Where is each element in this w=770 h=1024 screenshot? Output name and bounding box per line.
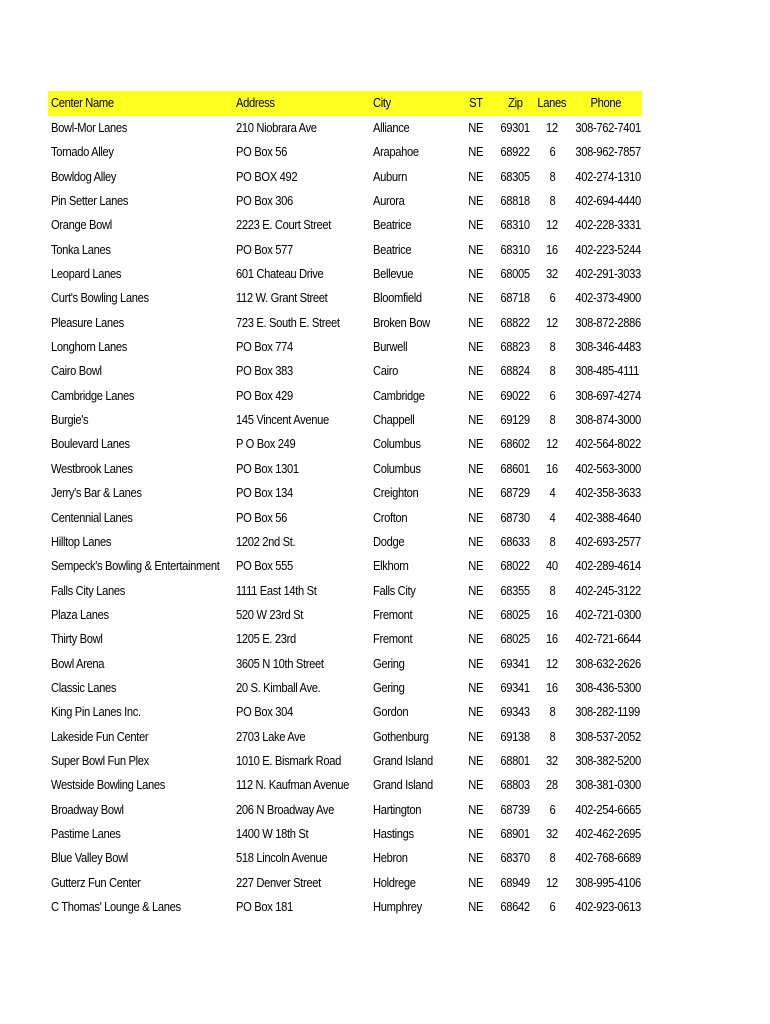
cell-lanes: 12 (546, 874, 558, 890)
cell-city: Gordon (373, 704, 409, 720)
cell-st: NE (468, 436, 484, 452)
cell-address: PO Box 383 (236, 363, 293, 379)
cell-phone: 402-254-6665 (575, 801, 641, 817)
cell-st: NE (468, 241, 484, 257)
cell-address: 112 W. Grant Street (236, 290, 328, 306)
cell-center-name: Jerry's Bar & Lanes (51, 485, 142, 501)
header-phone: Phone (590, 95, 622, 110)
cell-phone: 402-373-4900 (575, 290, 641, 306)
cell-lanes: 12 (546, 314, 558, 330)
cell-address: 1205 E. 23rd (236, 631, 296, 647)
cell-address: 3605 N 10th Street (236, 655, 324, 671)
cell-city: Beatrice (373, 241, 412, 257)
cell-city: Humphrey (373, 899, 422, 914)
table-row (48, 238, 642, 262)
cell-center-name: Pleasure Lanes (51, 314, 124, 330)
cell-address: 2223 E. Court Street (236, 217, 332, 233)
cell-address: 2703 Lake Ave (236, 728, 306, 744)
cell-address: 227 Denver Street (236, 874, 321, 890)
cell-zip: 68025 (500, 606, 530, 622)
cell-st: NE (468, 704, 484, 720)
cell-st: NE (468, 266, 484, 282)
cell-st: NE (468, 509, 484, 525)
cell-center-name: Broadway Bowl (51, 801, 124, 817)
cell-phone: 308-697-4274 (575, 387, 641, 403)
cell-center-name: Leopard Lanes (51, 266, 122, 282)
table-row (48, 359, 642, 383)
table-row (48, 311, 642, 335)
table-row (48, 603, 642, 627)
cell-city: Holdrege (373, 874, 416, 890)
cell-zip: 69343 (500, 704, 530, 720)
cell-lanes: 12 (546, 217, 558, 233)
cell-address: PO Box 774 (236, 339, 293, 355)
table-row (48, 554, 642, 578)
cell-city: Elkhorn (373, 558, 409, 574)
cell-city: Columbus (373, 436, 421, 452)
cell-st: NE (468, 387, 484, 403)
cell-lanes: 12 (546, 436, 558, 452)
cell-zip: 69301 (500, 120, 530, 135)
cell-lanes: 8 (549, 533, 555, 549)
cell-zip: 68601 (500, 460, 530, 476)
cell-zip: 68633 (500, 533, 530, 549)
cell-st: NE (468, 679, 484, 695)
cell-phone: 402-289-4614 (575, 558, 641, 574)
cell-center-name: Orange Bowl (51, 217, 112, 233)
cell-address: 1111 East 14th St (236, 582, 317, 598)
cell-zip: 69341 (500, 655, 530, 671)
cell-lanes: 32 (546, 752, 558, 768)
cell-zip: 68949 (500, 874, 530, 890)
cell-phone: 402-245-3122 (575, 582, 641, 598)
cell-lanes: 8 (549, 704, 555, 720)
cell-st: NE (468, 899, 484, 914)
cell-phone: 402-721-6644 (575, 631, 641, 647)
cell-phone: 308-872-2886 (575, 314, 641, 330)
cell-lanes: 8 (549, 582, 555, 598)
table-row (48, 579, 642, 603)
cell-lanes: 8 (549, 363, 555, 379)
table-body (48, 116, 642, 919)
cell-city: Cambridge (373, 387, 425, 403)
cell-lanes: 6 (549, 387, 555, 403)
cell-st: NE (468, 631, 484, 647)
cell-city: Fremont (373, 631, 413, 647)
cell-st: NE (468, 290, 484, 306)
cell-phone: 402-563-3000 (575, 460, 641, 476)
cell-st: NE (468, 825, 484, 841)
cell-lanes: 4 (549, 509, 555, 525)
cell-phone: 308-436-5300 (575, 679, 641, 695)
cell-zip: 68310 (500, 217, 530, 233)
table-row (48, 408, 642, 432)
cell-city: Cairo (373, 363, 399, 379)
cell-city: Auburn (373, 168, 407, 184)
table-row (48, 432, 642, 456)
cell-lanes: 16 (546, 631, 558, 647)
cell-center-name: Cairo Bowl (51, 363, 102, 379)
cell-city: Dodge (373, 533, 405, 549)
cell-city: Burwell (373, 339, 408, 355)
cell-st: NE (468, 533, 484, 549)
cell-zip: 69138 (500, 728, 530, 744)
cell-zip: 68370 (500, 850, 530, 866)
table-row (48, 286, 642, 310)
cell-city: Gering (373, 655, 405, 671)
cell-zip: 68803 (500, 777, 530, 793)
cell-zip: 68822 (500, 314, 530, 330)
cell-st: NE (468, 412, 484, 428)
cell-address: 20 S. Kimball Ave. (236, 679, 321, 695)
cell-lanes: 32 (546, 825, 558, 841)
cell-city: Aurora (373, 193, 405, 209)
cell-city: Hastings (373, 825, 414, 841)
cell-zip: 68005 (500, 266, 530, 282)
cell-center-name: Bowl-Mor Lanes (51, 120, 127, 135)
cell-st: NE (468, 801, 484, 817)
cell-address: PO Box 429 (236, 387, 293, 403)
cell-lanes: 16 (546, 606, 558, 622)
table-row (48, 627, 642, 651)
cell-city: Gothenburg (373, 728, 429, 744)
cell-address: PO Box 577 (236, 241, 293, 257)
header-st: ST (469, 95, 483, 110)
cell-city: Grand Island (373, 752, 433, 768)
cell-phone: 402-228-3331 (575, 217, 641, 233)
cell-st: NE (468, 777, 484, 793)
cell-address: PO Box 56 (236, 509, 287, 525)
table-row (48, 213, 642, 237)
cell-phone: 308-995-4106 (575, 874, 641, 890)
cell-lanes: 8 (549, 412, 555, 428)
table-row (48, 871, 642, 895)
cell-phone: 402-358-3633 (575, 485, 641, 501)
cell-phone: 402-694-4440 (575, 193, 641, 209)
table-row (48, 798, 642, 822)
cell-address: PO BOX 492 (236, 168, 298, 184)
cell-lanes: 6 (549, 144, 555, 160)
cell-address: 112 N. Kaufman Avenue (236, 777, 349, 793)
cell-city: Bellevue (373, 266, 414, 282)
cell-zip: 68801 (500, 752, 530, 768)
cell-center-name: Pastime Lanes (51, 825, 121, 841)
cell-center-name: Boulevard Lanes (51, 436, 130, 452)
cell-zip: 69341 (500, 679, 530, 695)
cell-phone: 308-282-1199 (575, 704, 640, 720)
cell-st: NE (468, 363, 484, 379)
cell-center-name: Westside Bowling Lanes (51, 777, 166, 793)
cell-st: NE (468, 339, 484, 355)
cell-lanes: 6 (549, 290, 555, 306)
table-row (48, 335, 642, 359)
cell-phone: 402-923-0613 (575, 899, 641, 914)
table-row (48, 189, 642, 213)
cell-lanes: 32 (546, 266, 558, 282)
cell-center-name: C Thomas' Lounge & Lanes (51, 899, 181, 914)
cell-city: Alliance (373, 120, 410, 135)
cell-address: 1202 2nd St. (236, 533, 296, 549)
cell-phone: 402-291-3033 (575, 266, 641, 282)
cell-city: Fremont (373, 606, 413, 622)
cell-city: Hebron (373, 850, 408, 866)
cell-zip: 68901 (500, 825, 530, 841)
cell-phone: 402-693-2577 (575, 533, 641, 549)
cell-address: PO Box 181 (236, 899, 293, 914)
table-row (48, 457, 642, 481)
cell-center-name: Falls City Lanes (51, 582, 126, 598)
cell-address: 206 N Broadway Ave (236, 801, 335, 817)
cell-city: Crofton (373, 509, 408, 525)
cell-center-name: Tonka Lanes (51, 241, 111, 257)
cell-st: NE (468, 558, 484, 574)
cell-address: 601 Chateau Drive (236, 266, 324, 282)
header-city: City (373, 95, 391, 110)
cell-center-name: King Pin Lanes Inc. (51, 704, 141, 720)
cell-address: 1010 E. Bismark Road (236, 752, 341, 768)
cell-address: P O Box 249 (236, 436, 296, 452)
cell-city: Hartington (373, 801, 422, 817)
bowling-centers-table (48, 91, 642, 919)
table-row (48, 262, 642, 286)
cell-zip: 68310 (500, 241, 530, 257)
table-row (48, 481, 642, 505)
cell-lanes: 12 (546, 655, 558, 671)
cell-phone: 308-962-7857 (575, 144, 641, 160)
cell-phone: 402-274-1310 (575, 168, 641, 184)
header-address: Address (236, 95, 275, 110)
table-row (48, 140, 642, 164)
cell-st: NE (468, 582, 484, 598)
cell-lanes: 28 (546, 777, 558, 793)
table-row (48, 530, 642, 554)
cell-phone: 402-462-2695 (575, 825, 641, 841)
cell-lanes: 16 (546, 241, 558, 257)
cell-address: PO Box 56 (236, 144, 287, 160)
cell-zip: 68355 (500, 582, 530, 598)
cell-center-name: Super Bowl Fun Plex (51, 752, 149, 768)
cell-st: NE (468, 874, 484, 890)
table-row (48, 846, 642, 870)
cell-lanes: 8 (549, 168, 555, 184)
cell-city: Beatrice (373, 217, 412, 233)
cell-st: NE (468, 193, 484, 209)
cell-city: Creighton (373, 485, 419, 501)
cell-center-name: Centennial Lanes (51, 509, 133, 525)
cell-phone: 402-721-0300 (575, 606, 641, 622)
cell-address: 723 E. South E. Street (236, 314, 340, 330)
cell-center-name: Blue Valley Bowl (51, 850, 128, 866)
cell-phone: 308-537-2052 (575, 728, 641, 744)
cell-phone: 308-381-0300 (575, 777, 641, 793)
cell-zip: 68642 (500, 899, 530, 914)
cell-center-name: Thirty Bowl (51, 631, 103, 647)
cell-city: Arapahoe (373, 144, 419, 160)
table-row (48, 822, 642, 846)
cell-st: NE (468, 728, 484, 744)
cell-center-name: Longhorn Lanes (51, 339, 128, 355)
cell-center-name: Plaza Lanes (51, 606, 109, 622)
cell-address: 210 Niobrara Ave (236, 120, 317, 135)
cell-phone: 308-485-4111 (575, 363, 640, 379)
cell-lanes: 16 (546, 460, 558, 476)
cell-zip: 68730 (500, 509, 530, 525)
cell-center-name: Curt's Bowling Lanes (51, 290, 149, 306)
cell-lanes: 12 (546, 120, 558, 135)
cell-st: NE (468, 217, 484, 233)
table-row (48, 895, 642, 919)
cell-st: NE (468, 655, 484, 671)
cell-city: Columbus (373, 460, 421, 476)
cell-city: Grand Island (373, 777, 433, 793)
cell-center-name: Bowldog Alley (51, 168, 117, 184)
cell-zip: 68022 (500, 558, 530, 574)
cell-center-name: Sempeck's Bowling & Entertainment (51, 558, 220, 574)
cell-zip: 68824 (500, 363, 530, 379)
table-row (48, 116, 642, 140)
cell-address: PO Box 134 (236, 485, 293, 501)
cell-lanes: 8 (549, 850, 555, 866)
cell-address: PO Box 555 (236, 558, 293, 574)
header-lanes: Lanes (537, 95, 567, 110)
cell-zip: 68823 (500, 339, 530, 355)
cell-center-name: Classic Lanes (51, 679, 117, 695)
cell-phone: 308-632-2626 (575, 655, 641, 671)
cell-st: NE (468, 120, 484, 135)
cell-address: PO Box 304 (236, 704, 293, 720)
cell-zip: 69129 (500, 412, 530, 428)
cell-phone: 308-382-5200 (575, 752, 641, 768)
cell-center-name: Pin Setter Lanes (51, 193, 129, 209)
cell-phone: 308-346-4483 (575, 339, 641, 355)
cell-center-name: Cambridge Lanes (51, 387, 135, 403)
cell-lanes: 8 (549, 728, 555, 744)
cell-st: NE (468, 606, 484, 622)
table-row (48, 773, 642, 797)
cell-phone: 402-223-5244 (575, 241, 641, 257)
cell-center-name: Burgie's (51, 412, 89, 428)
cell-zip: 68922 (500, 144, 530, 160)
cell-lanes: 6 (549, 899, 555, 914)
cell-city: Bloomfield (373, 290, 422, 306)
cell-lanes: 6 (549, 801, 555, 817)
cell-phone: 402-388-4640 (575, 509, 641, 525)
table-row (48, 749, 642, 773)
cell-phone: 308-762-7401 (575, 120, 641, 135)
table-row (48, 506, 642, 530)
cell-center-name: Tornado Alley (51, 144, 114, 160)
table-row (48, 652, 642, 676)
cell-address: 520 W 23rd St (236, 606, 303, 622)
cell-st: NE (468, 144, 484, 160)
cell-st: NE (468, 168, 484, 184)
table-row (48, 725, 642, 749)
cell-city: Gering (373, 679, 405, 695)
cell-center-name: Gutterz Fun Center (51, 874, 141, 890)
cell-phone: 402-768-6689 (575, 850, 641, 866)
cell-st: NE (468, 485, 484, 501)
cell-address: PO Box 306 (236, 193, 293, 209)
cell-zip: 68025 (500, 631, 530, 647)
cell-address: PO Box 1301 (236, 460, 299, 476)
header-zip: Zip (507, 95, 523, 110)
cell-st: NE (468, 850, 484, 866)
cell-zip: 68818 (500, 193, 530, 209)
cell-lanes: 8 (549, 339, 555, 355)
cell-phone: 402-564-8022 (575, 436, 641, 452)
cell-center-name: Lakeside Fun Center (51, 728, 149, 744)
cell-center-name: Hilltop Lanes (51, 533, 112, 549)
cell-city: Falls City (373, 582, 416, 598)
cell-lanes: 16 (546, 679, 558, 695)
cell-address: 145 Vincent Avenue (236, 412, 329, 428)
cell-zip: 68305 (500, 168, 530, 184)
cell-lanes: 8 (549, 193, 555, 209)
table-row (48, 676, 642, 700)
cell-address: 518 Lincoln Avenue (236, 850, 328, 866)
table-row (48, 700, 642, 724)
cell-phone: 308-874-3000 (575, 412, 641, 428)
table-row (48, 384, 642, 408)
cell-city: Broken Bow (373, 314, 430, 330)
cell-zip: 69022 (500, 387, 530, 403)
cell-center-name: Bowl Arena (51, 655, 105, 671)
cell-st: NE (468, 460, 484, 476)
cell-city: Chappell (373, 412, 415, 428)
cell-lanes: 40 (546, 558, 558, 574)
cell-zip: 68729 (500, 485, 530, 501)
cell-zip: 68739 (500, 801, 530, 817)
cell-zip: 68602 (500, 436, 530, 452)
table-header-row (48, 91, 642, 116)
cell-center-name: Westbrook Lanes (51, 460, 133, 476)
cell-st: NE (468, 314, 484, 330)
cell-lanes: 4 (549, 485, 555, 501)
header-center-name: Center Name (51, 95, 114, 110)
cell-st: NE (468, 752, 484, 768)
cell-address: 1400 W 18th St (236, 825, 309, 841)
cell-zip: 68718 (500, 290, 530, 306)
table-row (48, 165, 642, 189)
